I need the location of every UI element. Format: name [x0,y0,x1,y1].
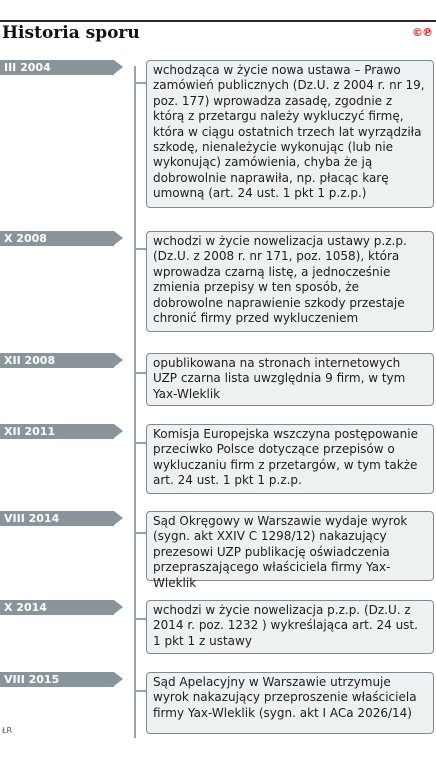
publisher-logo-icon: ©℗ [412,26,432,39]
event-description: Komisja Europejska wszczyna postępowanie przeciwko Polsce dotyczące przepisów o wykluczaniu firm z przetargów, w tym także art. 24 ust. 1 pkt 1 p.z.p. [146,424,434,494]
event-connector [136,618,146,620]
event-connector [136,248,146,250]
author-credit: ŁR [2,726,13,735]
event-description: Sąd Apelacyjny w Warszawie utrzymuje wyrok nakazujący przeproszenie właściciela firmy Yax-Wleklik (sygn. akt I ACa 2026/14) [146,672,434,734]
event-description: wchodzi w życie nowelizacja ustawy p.z.p. (Dz.U. z 2008 r. nr 171, poz. 1058), która wprowadza czarną listę, a jednocześnie zmienia przepisy w ten sposób, że dobrowolne naprawienie szkody przestaje chronić firmy przed wykluczeniem [146,231,434,332]
page-title: Historia sporu [2,23,140,43]
event-date-2008-12: XII 2008 [0,353,114,368]
event-description: wchodzi w życie nowelizacja p.z.p. (Dz.U. z 2014 r. poz. 1232 ) wykreślająca art. 24 ust. 1 pkt 1 z ustawy [146,600,434,654]
event-date-2004-03: III 2004 [0,60,114,75]
event-connector [136,690,146,692]
event-date-2008-10: X 2008 [0,231,114,246]
event-date-2011-12: XII 2011 [0,424,114,439]
event-connector [136,442,146,444]
event-connector [136,372,146,374]
event-date-2014-08: VIII 2014 [0,511,114,526]
event-date-2014-10: X 2014 [0,600,114,615]
event-description: wchodząca w życie nowa ustawa – Prawo zamówień publicznych (Dz.U. z 2004 r. nr 19, poz. 177) wprowadza zasadę, zgodnie z którą z przetargu należy wykluczyć firmę, która w ciągu ostatnich trzech lat wyrządziła szkodę, nienależycie wykonując (lub nie wykonując) zamówienia, chyba że ją dobrowolnie naprawiła, np. płacąc karę umowną (art. 24 ust. 1 pkt 1 p.z.p.) [146,60,434,208]
event-description: opublikowana na stronach internetowych UZP czarna lista uwzględnia 9 firm, w tym Yax-Wleklik [146,353,434,406]
event-connector [136,532,146,534]
event-connector [136,82,146,84]
timeline-spine [134,66,136,738]
event-description: Sąd Okręgowy w Warszawie wydaje wyrok (sygn. akt XXIV C 1298/12) nakazujący prezesowi UZP publikację oświadczenia przepraszającego właściciela firmy Yax-Wleklik [146,511,434,581]
event-date-2015-08: VIII 2015 [0,672,114,687]
